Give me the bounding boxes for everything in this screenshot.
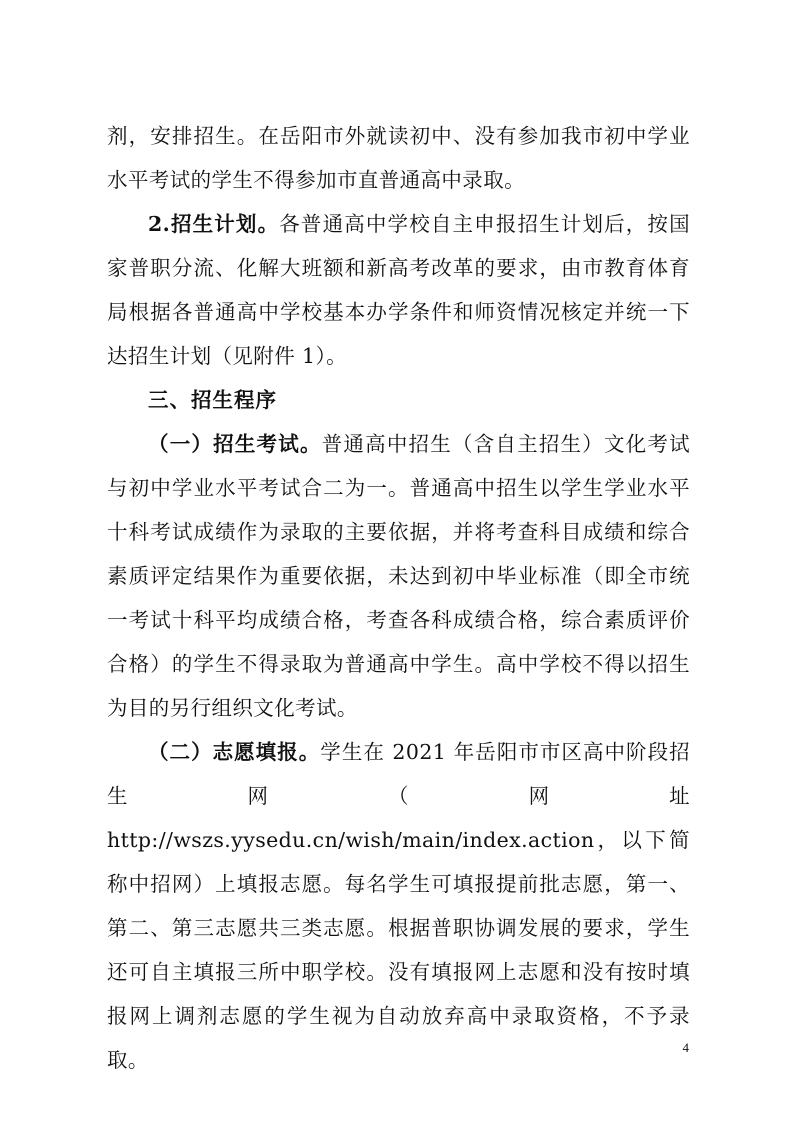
- page-number: 4: [682, 1040, 689, 1055]
- paragraph-continuation: 剂，安排招生。在岳阳市外就读初中、没有参加我市初中学业水平考试的学生不得参加市直普通高中录取。: [107, 124, 690, 192]
- enrollment-plan-text: 各普通高中学校自主申报招生计划后，按国家普职分流、化解大班额和新高考改革的要求，由市教育体育局根据各普通高中学校基本办学条件和师资情况核定并统一下达招生计划（见附件 1）。: [107, 212, 690, 368]
- document-body: [107, 114, 690, 1082]
- enrollment-plan-label: 2.招生计划。: [148, 212, 280, 236]
- application-filling-text: 学生在 2021 年岳阳市市区高中阶段招生网（网址 http://wszs.yysedu.cn/wish/main/index.action，以下简称中招网）上填报志愿。每名学生可填报提前批志愿，第一、第二、第三志愿共三类志愿。根据普职协调发展的要求，学生还可自主填报三所中职学校。没有填报网上志愿和没有按时填报网上调剂志愿的学生视为自动放弃高中录取资格，不予录取。: [107, 740, 691, 1072]
- section-heading-enrollment-procedure: 三、招生程序: [148, 388, 277, 412]
- enrollment-exam-text: 普通高中招生（含自主招生）文化考试与初中学业水平考试合二为一。普通高中招生以学生学业水平十科考试成绩作为录取的主要依据，并将考查科目成绩和综合素质评定结果作为重要依据，未达到初中毕业标准（即全市统一考试十科平均成绩合格，考查各科成绩合格，综合素质评价合格）的学生不得录取为普通高中学生。高中学校不得以招生为目的另行组织文化考试。: [107, 432, 690, 720]
- paragraph-enrollment-exam: [107, 422, 690, 730]
- enrollment-exam-label: （一）招生考试。: [148, 432, 322, 456]
- paragraph-enrollment-plan: [107, 202, 690, 378]
- application-filling-label: （二）志愿填报。: [148, 740, 321, 764]
- paragraph-application-filling: [107, 730, 690, 1082]
